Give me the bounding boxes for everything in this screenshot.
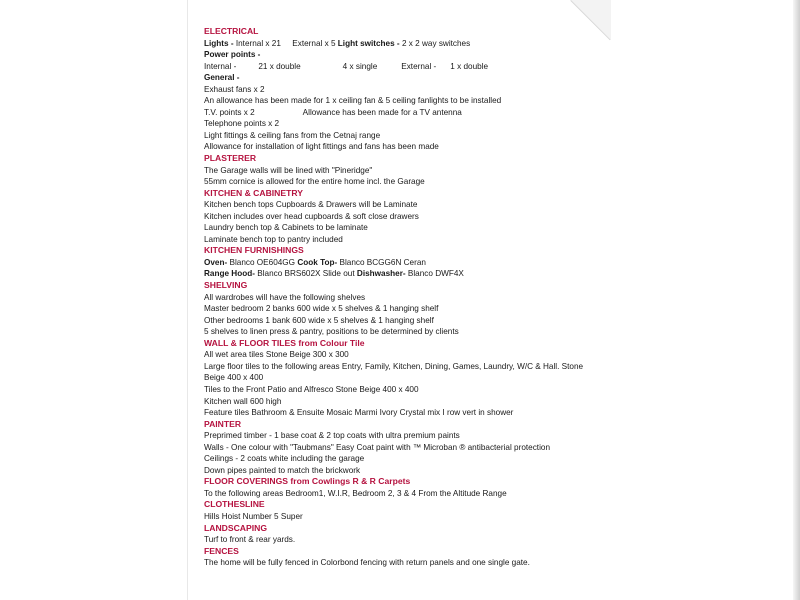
shelving-line: Other bedrooms 1 bank 600 wide x 5 shelves & 1 hanging shelf xyxy=(204,315,434,325)
allowance-fans-line: An allowance has been made for 1 x ceiling fan & 5 ceiling fanlights to be installed xyxy=(204,96,502,106)
rangehood-dishwasher-line xyxy=(204,268,604,280)
heading-electrical: ELECTRICAL xyxy=(204,26,259,36)
plasterer-line: 55mm cornice is allowed for the entire home incl. the Garage xyxy=(204,177,425,187)
tiles-line: Feature tiles Bathroom & Ensuite Mosaic Marmi Ivory Crystal mix I row vert in shower xyxy=(204,408,514,418)
heading-kitchen-furnishings: KITCHEN FURNISHINGS xyxy=(204,245,304,256)
power-heading: Power points - xyxy=(204,50,261,60)
plasterer-line: The Garage walls will be lined with "Pineridge" xyxy=(204,165,373,175)
heading-clothesline: CLOTHESLINE xyxy=(204,499,265,510)
heading-kitchen-cabinetry: KITCHEN & CABINETRY xyxy=(204,187,303,198)
rangehood-value: Blanco BRS602X Slide out xyxy=(257,269,355,279)
tiles-line: Kitchen wall 600 high xyxy=(204,396,282,406)
oven-value: Blanco OE604GG xyxy=(229,257,296,267)
painter-line: Down pipes painted to match the brickwork xyxy=(204,465,361,475)
cooktop-value: Blanco BCGG6N Ceran xyxy=(339,257,426,267)
painter-line: Ceilings - 2 coats white including the garage xyxy=(204,454,365,464)
power-external-double: 1 x double xyxy=(450,61,489,71)
lights-line xyxy=(204,38,604,50)
power-single: 4 x single xyxy=(342,61,378,71)
switches-value: 2 x 2 way switches xyxy=(401,38,471,48)
cooktop-label: Cook Top- xyxy=(297,257,338,267)
cabinetry-line: Laundry bench top & Cabinets to be laminate xyxy=(204,223,368,233)
heading-floor-coverings: FLOOR COVERINGS from Cowlings R & R Carpets xyxy=(204,476,411,487)
tv-points: T.V. points x 2 xyxy=(204,107,255,117)
tiles-line: Large floor tiles to the following areas Entry, Family, Kitchen, Dining, Games, Laundry, W/C & Hall. Stone Beige 400 x 400 xyxy=(204,361,584,383)
light-fittings-line: Light fittings & ceiling fans from the Cetnaj range xyxy=(204,130,381,140)
dishwasher-label: Dishwasher- xyxy=(356,269,406,279)
oven-cooktop-line xyxy=(204,257,604,269)
cabinetry-line: Laminate bench top to pantry included xyxy=(204,234,343,244)
tv-line xyxy=(204,107,604,119)
general-heading: General - xyxy=(204,73,240,83)
scan-edge xyxy=(793,0,800,600)
heading-landscaping: LANDSCAPING xyxy=(204,522,268,533)
heading-fences: FENCES xyxy=(204,545,239,556)
power-external: External - xyxy=(401,61,437,71)
oven-label: Oven- xyxy=(204,257,228,267)
shelving-line: 5 shelves to linen press & pantry, positions to be determined by clients xyxy=(204,327,459,337)
power-line xyxy=(204,61,604,73)
cabinetry-line: Kitchen bench tops Cupboards & Drawers will be Laminate xyxy=(204,200,418,210)
heading-painter: PAINTER xyxy=(204,418,242,429)
painter-line: Preprimed timber - 1 base coat & 2 top coats with ultra premium paints xyxy=(204,431,460,441)
dishwasher-value: Blanco DWF4X xyxy=(407,269,464,279)
painter-line: Walls - One colour with "Taubmans" Easy Coat paint with ™ Microban ® antibacterial protection xyxy=(204,442,551,452)
switches-label: Light switches - xyxy=(337,38,400,48)
shelving-line: Master bedroom 2 banks 600 wide x 5 shelves & 1 hanging shelf xyxy=(204,304,439,314)
allowance-install-line: Allowance for installation of light fittings and fans has been made xyxy=(204,142,439,152)
tiles-line: Tiles to the Front Patio and Alfresco Stone Beige 400 x 400 xyxy=(204,384,419,394)
fences-line: The home will be fully fenced in Colorbond fencing with return panels and one single gate. xyxy=(204,558,530,568)
heading-shelving: SHELVING xyxy=(204,280,248,291)
tv-antenna: Allowance has been made for a TV antenna xyxy=(302,107,462,117)
shelving-line: All wardrobes will have the following shelves xyxy=(204,292,366,302)
tiles-line: All wet area tiles Stone Beige 300 x 300 xyxy=(204,350,349,360)
rangehood-label: Range Hood- xyxy=(204,269,255,279)
telephone-line: Telephone points x 2 xyxy=(204,119,280,129)
heading-tiles: WALL & FLOOR TILES from Colour Tile xyxy=(204,337,365,348)
landscaping-line: Turf to front & rear yards. xyxy=(204,535,296,545)
cabinetry-line: Kitchen includes over head cupboards & soft close drawers xyxy=(204,211,419,221)
lights-values: Internal x 21 External x 5 xyxy=(235,38,336,48)
specification-document xyxy=(204,26,604,569)
heading-plasterer: PLASTERER xyxy=(204,153,257,164)
floor-coverings-line: To the following areas Bedroom1, W.I.R, Bedroom 2, 3 & 4 From the Altitude Range xyxy=(204,488,507,498)
lights-label: Lights - xyxy=(204,38,234,48)
exhaust-line: Exhaust fans x 2 xyxy=(204,84,265,94)
power-double: 21 x double xyxy=(258,61,301,71)
power-internal: Internal - xyxy=(204,61,237,71)
clothesline-line: Hills Hoist Number 5 Super xyxy=(204,511,303,521)
